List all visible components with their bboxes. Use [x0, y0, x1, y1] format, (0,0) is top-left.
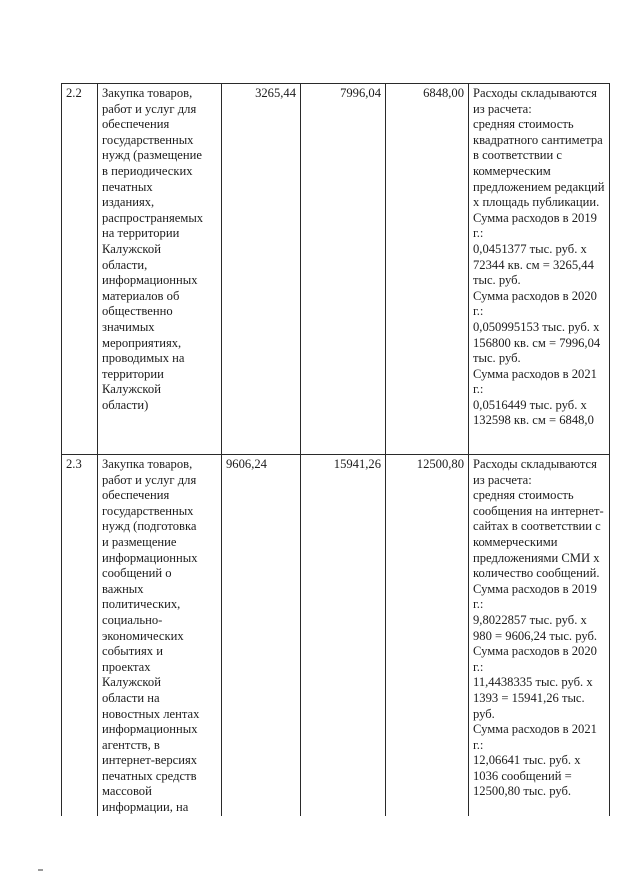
row-number: 2.2	[62, 84, 98, 455]
table-row	[62, 84, 610, 455]
row-number: 2.3	[62, 455, 98, 816]
budget-table	[61, 83, 610, 816]
expense-description-text: Закупка товаров, работ и услуг для обеспечения государственных нужд (подготовка и размещение информационных сообщений о важных политических, социально- экономических событиях и проектах Калужской области на новостных лентах информационных агентств, в интернет-версиях печатных средств массовой информации, на	[102, 457, 200, 815]
amount-2021: 6848,00	[386, 84, 469, 455]
expense-description-text: Закупка товаров, работ и услуг для обеспечения государственных нужд (размещение в периодических печатных изданиях, распространяемых на территории Калужской области, информационных материалов об общественно значимых мероприятиях, проводимых на территории Калужской области)	[102, 86, 204, 412]
table-row	[62, 455, 610, 816]
amount-2021: 12500,80	[386, 455, 469, 816]
amount-2019: 3265,44	[222, 84, 301, 455]
calculation-note	[469, 455, 610, 816]
calculation-note-text: Расходы складываются из расчета: средняя стоимость сообщения на интернет- сайтах в соответствии с коммерческими предложениями СМИ х количество сообщений. Сумма расходов в 2019 г.: 9,8022857 тыс. руб. х 980 = 9606,24 тыс. руб. Сумма расходов в 2020 г.: 11,4438335 тыс. руб. х 1393 = 15941,26 тыс. руб. Сумма расходов в 2021 г.: 12,06641 тыс. руб. х 1036 сообщений = 12500,80 тыс. руб.	[473, 457, 604, 799]
amount-2019: 9606,24	[222, 455, 301, 816]
amount-2020: 7996,04	[301, 84, 386, 455]
scan-speck	[38, 869, 43, 871]
amount-2020: 15941,26	[301, 455, 386, 816]
expense-description	[98, 84, 222, 455]
calculation-note-text: Расходы складываются из расчета: средняя стоимость квадратного сантиметра в соответствии с коммерческим предложением редакций х площадь публикации. Сумма расходов в 2019 г.: 0,0451377 тыс. руб. х 72344 кв. см = 3265,44 тыс. руб. Сумма расходов в 2020 г.: 0,050995153 тыс. руб. х 156800 кв. см = 7996,04 тыс. руб. Сумма расходов в 2021 г.: 0,0516449 тыс. руб. х 132598 кв. см = 6848,0	[473, 86, 605, 428]
expense-description	[98, 455, 222, 816]
calculation-note	[469, 84, 610, 455]
